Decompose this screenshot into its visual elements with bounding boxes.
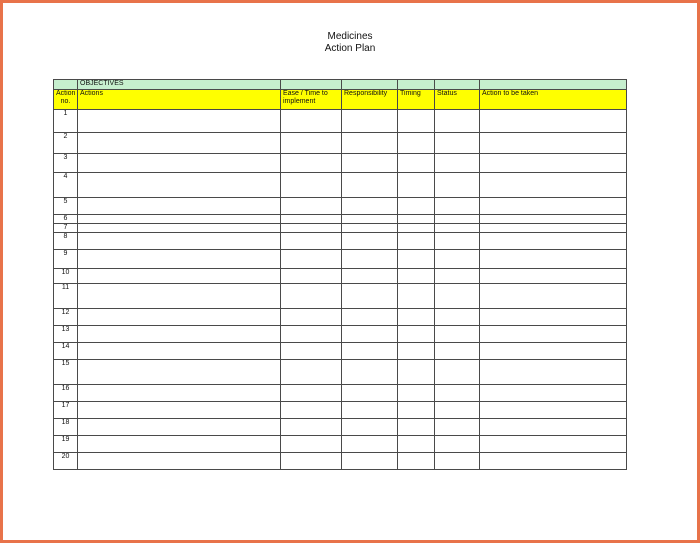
action-plan-table bbox=[53, 79, 627, 470]
table-cell[interactable] bbox=[435, 133, 480, 154]
row-number: 18 bbox=[54, 419, 78, 436]
table-cell[interactable] bbox=[342, 436, 398, 453]
table-cell[interactable] bbox=[281, 453, 342, 470]
table-cell[interactable] bbox=[480, 269, 627, 284]
table-cell[interactable] bbox=[342, 360, 398, 385]
table-cell[interactable] bbox=[342, 110, 398, 133]
table-cell[interactable] bbox=[78, 250, 281, 269]
row-number: 1 bbox=[54, 110, 78, 133]
table-cell[interactable] bbox=[435, 269, 480, 284]
table-cell[interactable] bbox=[78, 419, 281, 436]
table-cell[interactable] bbox=[281, 402, 342, 419]
table-cell[interactable] bbox=[78, 402, 281, 419]
table-cell[interactable] bbox=[281, 269, 342, 284]
table-cell[interactable] bbox=[398, 133, 435, 154]
table-cell[interactable] bbox=[435, 284, 480, 309]
header-status: Status bbox=[435, 90, 480, 110]
table-cell[interactable] bbox=[342, 198, 398, 215]
table-row bbox=[54, 309, 627, 326]
table-cell[interactable] bbox=[398, 284, 435, 309]
table-cell[interactable] bbox=[78, 224, 281, 233]
table-cell[interactable] bbox=[342, 250, 398, 269]
row-number: 9 bbox=[54, 250, 78, 269]
table-cell[interactable] bbox=[480, 309, 627, 326]
table-cell[interactable] bbox=[281, 198, 342, 215]
table-cell[interactable] bbox=[281, 133, 342, 154]
header-action-no: Action no. bbox=[54, 90, 78, 110]
table-row bbox=[54, 385, 627, 402]
table-cell[interactable] bbox=[435, 402, 480, 419]
table-cell[interactable] bbox=[435, 436, 480, 453]
table-cell[interactable] bbox=[480, 402, 627, 419]
table-cell[interactable] bbox=[281, 250, 342, 269]
table-cell[interactable] bbox=[281, 233, 342, 250]
row-number: 15 bbox=[54, 360, 78, 385]
table-cell[interactable] bbox=[480, 133, 627, 154]
table-cell[interactable] bbox=[342, 133, 398, 154]
document-title: Medicines bbox=[327, 31, 373, 42]
table-cell[interactable] bbox=[281, 215, 342, 224]
table-row bbox=[54, 436, 627, 453]
table-cell[interactable] bbox=[480, 154, 627, 173]
table-cell[interactable] bbox=[78, 436, 281, 453]
table-cell[interactable] bbox=[480, 419, 627, 436]
table-cell[interactable] bbox=[480, 453, 627, 470]
row-number: 7 bbox=[54, 224, 78, 233]
table-row bbox=[54, 402, 627, 419]
table-cell[interactable] bbox=[281, 309, 342, 326]
table-row bbox=[54, 154, 627, 173]
table-cell[interactable] bbox=[342, 343, 398, 360]
table-cell[interactable] bbox=[435, 360, 480, 385]
row-number: 14 bbox=[54, 343, 78, 360]
table-cell[interactable] bbox=[281, 326, 342, 343]
header-responsibility: Responsibility bbox=[342, 90, 398, 110]
table-cell[interactable] bbox=[281, 385, 342, 402]
table-cell[interactable] bbox=[435, 110, 480, 133]
table-cell[interactable] bbox=[342, 419, 398, 436]
table-cell[interactable] bbox=[435, 326, 480, 343]
table-cell[interactable] bbox=[342, 154, 398, 173]
table-cell[interactable] bbox=[78, 154, 281, 173]
table-cell[interactable] bbox=[78, 453, 281, 470]
table-cell[interactable] bbox=[398, 215, 435, 224]
objectives-cell bbox=[398, 80, 435, 90]
table-cell[interactable] bbox=[435, 385, 480, 402]
table-cell[interactable] bbox=[398, 250, 435, 269]
table-row bbox=[54, 360, 627, 385]
table-cell[interactable] bbox=[342, 224, 398, 233]
table-cell[interactable] bbox=[398, 173, 435, 198]
table-cell[interactable] bbox=[342, 453, 398, 470]
objectives-blank-cell bbox=[54, 80, 78, 90]
table-cell[interactable] bbox=[480, 215, 627, 224]
table-row bbox=[54, 453, 627, 470]
table-cell[interactable] bbox=[398, 154, 435, 173]
table-cell[interactable] bbox=[435, 198, 480, 215]
table-cell[interactable] bbox=[480, 360, 627, 385]
table-cell[interactable] bbox=[398, 309, 435, 326]
table-cell[interactable] bbox=[398, 343, 435, 360]
table-cell[interactable] bbox=[480, 198, 627, 215]
objectives-cell bbox=[342, 80, 398, 90]
row-number: 8 bbox=[54, 233, 78, 250]
table-cell[interactable] bbox=[480, 385, 627, 402]
table-cell[interactable] bbox=[480, 110, 627, 133]
table-cell[interactable] bbox=[435, 224, 480, 233]
table-cell[interactable] bbox=[78, 385, 281, 402]
table-cell[interactable] bbox=[398, 233, 435, 250]
row-number: 4 bbox=[54, 173, 78, 198]
table-cell[interactable] bbox=[78, 309, 281, 326]
table-row bbox=[54, 326, 627, 343]
table-cell[interactable] bbox=[281, 284, 342, 309]
document-subtitle: Action Plan bbox=[324, 43, 376, 54]
table-cell[interactable] bbox=[78, 326, 281, 343]
table-cell[interactable] bbox=[398, 436, 435, 453]
table-cell[interactable] bbox=[398, 360, 435, 385]
table-row bbox=[54, 110, 627, 133]
row-number: 19 bbox=[54, 436, 78, 453]
table-cell[interactable] bbox=[342, 309, 398, 326]
header-row bbox=[54, 90, 627, 110]
table-cell[interactable] bbox=[435, 309, 480, 326]
row-number: 2 bbox=[54, 133, 78, 154]
table-cell[interactable] bbox=[398, 385, 435, 402]
table-cell[interactable] bbox=[435, 233, 480, 250]
table-row bbox=[54, 269, 627, 284]
table-cell[interactable] bbox=[78, 215, 281, 224]
table-cell[interactable] bbox=[435, 453, 480, 470]
row-number: 16 bbox=[54, 385, 78, 402]
table-cell[interactable] bbox=[78, 284, 281, 309]
objectives-cell bbox=[480, 80, 627, 90]
table-row bbox=[54, 133, 627, 154]
table-row bbox=[54, 250, 627, 269]
row-number: 20 bbox=[54, 453, 78, 470]
objectives-row bbox=[54, 80, 627, 90]
table-cell[interactable] bbox=[480, 173, 627, 198]
table-cell[interactable] bbox=[78, 269, 281, 284]
row-number: 12 bbox=[54, 309, 78, 326]
table-cell[interactable] bbox=[342, 173, 398, 198]
table-cell[interactable] bbox=[480, 326, 627, 343]
header-actions: Actions bbox=[78, 90, 281, 110]
table-cell[interactable] bbox=[342, 284, 398, 309]
header-ease-time: Ease / Time to implement bbox=[281, 90, 342, 110]
row-number: 3 bbox=[54, 154, 78, 173]
table-cell[interactable] bbox=[281, 110, 342, 133]
table-row bbox=[54, 215, 627, 224]
table-cell[interactable] bbox=[480, 233, 627, 250]
table-cell[interactable] bbox=[78, 233, 281, 250]
header-timing: Timing bbox=[398, 90, 435, 110]
objectives-cell bbox=[435, 80, 480, 90]
table-cell[interactable] bbox=[398, 402, 435, 419]
table-cell[interactable] bbox=[398, 419, 435, 436]
table-cell[interactable] bbox=[435, 419, 480, 436]
objectives-label: OBJECTIVES bbox=[78, 80, 281, 90]
table-row bbox=[54, 198, 627, 215]
row-number: 6 bbox=[54, 215, 78, 224]
table-cell[interactable] bbox=[281, 436, 342, 453]
table-cell[interactable] bbox=[342, 326, 398, 343]
row-number: 17 bbox=[54, 402, 78, 419]
table-cell[interactable] bbox=[398, 198, 435, 215]
table-cell[interactable] bbox=[78, 110, 281, 133]
table-cell[interactable] bbox=[435, 173, 480, 198]
table-cell[interactable] bbox=[342, 385, 398, 402]
table-cell[interactable] bbox=[281, 154, 342, 173]
header-action-to-be-taken: Action to be taken bbox=[480, 90, 627, 110]
row-number: 5 bbox=[54, 198, 78, 215]
table-row bbox=[54, 224, 627, 233]
row-number: 10 bbox=[54, 269, 78, 284]
table-cell[interactable] bbox=[78, 343, 281, 360]
table-cell[interactable] bbox=[480, 284, 627, 309]
table-row bbox=[54, 173, 627, 198]
table-row bbox=[54, 343, 627, 360]
row-number: 11 bbox=[54, 284, 78, 309]
table-cell[interactable] bbox=[398, 269, 435, 284]
table-cell[interactable] bbox=[78, 133, 281, 154]
table-cell[interactable] bbox=[480, 436, 627, 453]
table-cell[interactable] bbox=[480, 250, 627, 269]
table-cell[interactable] bbox=[398, 326, 435, 343]
table-cell[interactable] bbox=[398, 453, 435, 470]
table-cell[interactable] bbox=[78, 198, 281, 215]
table-cell[interactable] bbox=[78, 173, 281, 198]
table-row bbox=[54, 419, 627, 436]
table-cell[interactable] bbox=[342, 215, 398, 224]
table-cell[interactable] bbox=[435, 250, 480, 269]
objectives-cell bbox=[281, 80, 342, 90]
table-cell[interactable] bbox=[281, 360, 342, 385]
table-cell[interactable] bbox=[281, 343, 342, 360]
table-cell[interactable] bbox=[281, 419, 342, 436]
table-cell[interactable] bbox=[398, 224, 435, 233]
table-cell[interactable] bbox=[342, 269, 398, 284]
table-cell[interactable] bbox=[342, 233, 398, 250]
table-cell[interactable] bbox=[480, 343, 627, 360]
table-cell[interactable] bbox=[78, 360, 281, 385]
table-cell[interactable] bbox=[342, 402, 398, 419]
table-cell[interactable] bbox=[281, 173, 342, 198]
row-number: 13 bbox=[54, 326, 78, 343]
table-cell[interactable] bbox=[281, 224, 342, 233]
table-cell[interactable] bbox=[435, 154, 480, 173]
table-cell[interactable] bbox=[480, 224, 627, 233]
table-cell[interactable] bbox=[435, 215, 480, 224]
table-row bbox=[54, 233, 627, 250]
table-cell[interactable] bbox=[398, 110, 435, 133]
table-cell[interactable] bbox=[435, 343, 480, 360]
table-row bbox=[54, 284, 627, 309]
